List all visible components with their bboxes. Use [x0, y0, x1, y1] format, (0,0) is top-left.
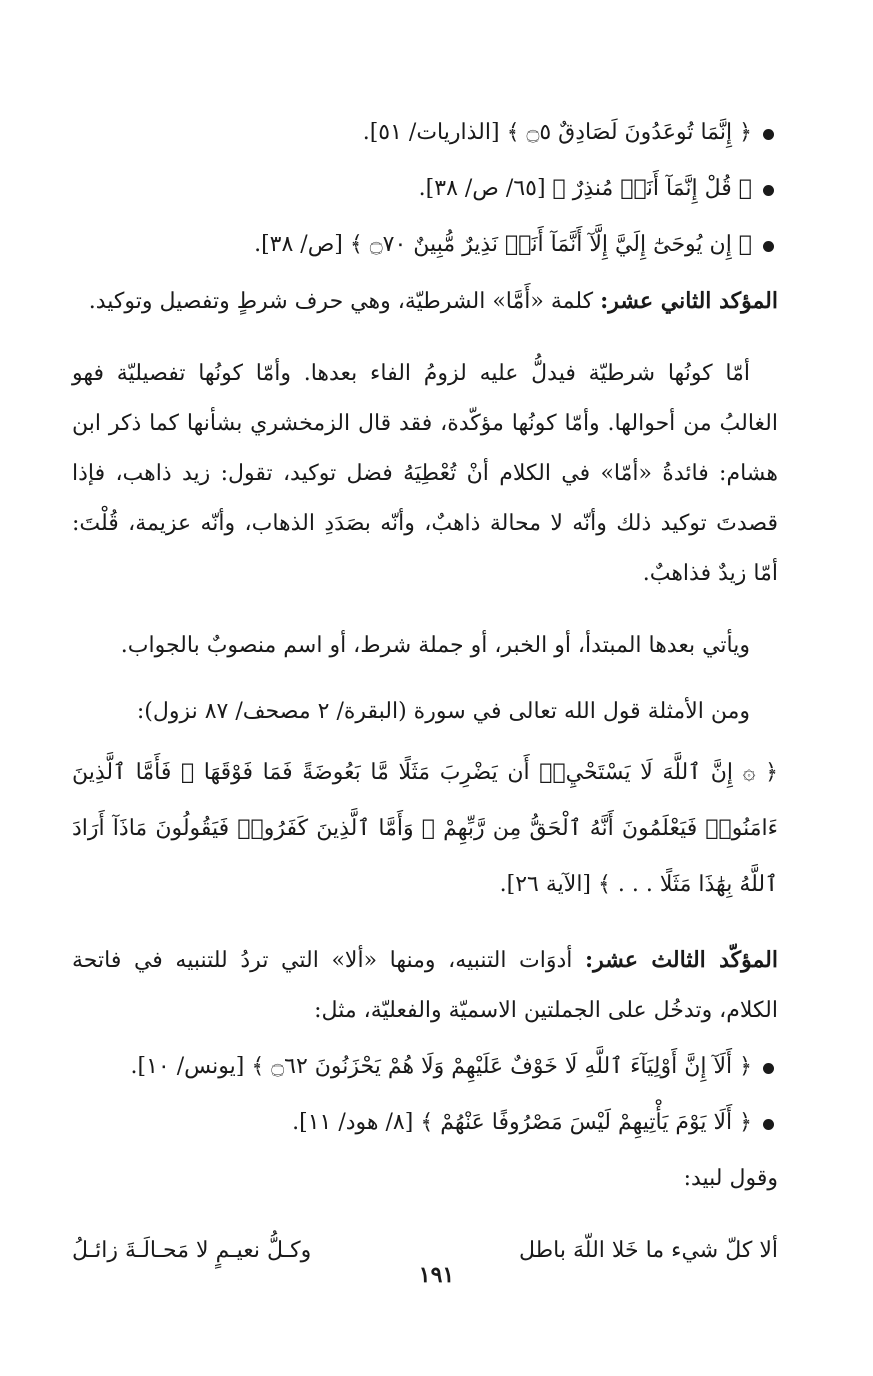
section-13-paragraph	[72, 935, 778, 1036]
bullet-icon	[763, 241, 774, 252]
list-item	[72, 220, 778, 276]
verse-reference: [الذاريات/ ٥١].	[362, 120, 500, 145]
list-item	[72, 1098, 778, 1154]
verse-reference: [٨/ هود/ ١١].	[292, 1110, 414, 1135]
verse-list-top	[72, 108, 778, 276]
quran-verse: ﴿ قُلْ إِنَّمَآ أَنَا۠ مُنذِرٌ ﴾	[552, 176, 752, 201]
amma-followers-paragraph: ويأتي بعدها المبتدأ، أو الخبر، أو جملة شرط، أو اسم منصوبٌ بالجواب.	[120, 633, 750, 658]
amma-paragraph: أمّا كونُها شرطيّة فيدلُّ عليه لزومُ الفاء بعدها. وأمّا كونُها تفصيليّة فهو الغالبُ من أحوالها. وأمّا كونُها مؤكّدة، فقد قال الزمخشري بشأنها كما ذكر ابن هشام: فائدةُ «أمّا» في الكلام أنْ تُعْطِيَهُ فضل توكيد، تقول: زيد ذاهب، فإذا قصدتَ توكيد ذلك وأنّه لا محالة ذاهبٌ، وأنّه بصَدَدِ الذهاب، وأنّه عزيمة، قُلْتَ: أمّا زيدٌ فذاهبٌ.	[72, 361, 778, 586]
list-item	[72, 1042, 778, 1098]
verse-reference: [يونس/ ١٠].	[130, 1054, 245, 1079]
page-number: ١٩١	[418, 1262, 455, 1288]
verse-reference: [الآية ٢٦].	[499, 872, 592, 897]
section-text: أدوَات التنبيه، ومنها «ألا» التي تردُ للتنبيه في فاتحة الكلام، وتدخُل على الجملتين الاسميّة والفعليّة، مثل:	[72, 948, 778, 1023]
list-item	[72, 164, 778, 220]
quran-verse: ﴿ أَلَآ إِنَّ أَوْلِيَآءَ ٱللَّهِ لَا خَوْفٌ عَلَيْهِمْ وَلَا هُمْ يَحْزَنُونَ ۝٦٢ ﴾	[251, 1054, 752, 1079]
list-item	[72, 108, 778, 164]
section-12-paragraph	[72, 276, 778, 327]
section-text: كلمة «أَمَّا» الشرطيّة، وهي حرف شرطٍ وتفصيل وتوكيد.	[88, 289, 594, 314]
verse-reference: [ص/ ٣٨].	[254, 232, 343, 257]
verse-list-bottom	[72, 1042, 778, 1154]
bullet-icon	[763, 1119, 774, 1130]
section-heading: المؤكّد الثالث عشر:	[585, 947, 778, 973]
quran-verse: ﴿ ۞ إِنَّ ٱللَّهَ لَا يَسْتَحْيِۦٓ أَن يَضْرِبَ مَثَلًا مَّا بَعُوضَةً فَمَا فَوْقَهَا ۚ فَأَمَّا ٱلَّذِينَ ءَامَنُوا۟ فَيَعْلَمُونَ أَنَّهُ ٱلْحَقُّ مِن رَّبِّهِمْ ۖ وَأَمَّا ٱلَّذِينَ كَفَرُوا۟ فَيَقُولُونَ مَاذَآ أَرَادَ ٱللَّهُ بِهَٰذَا مَثَلًا . . . ﴾	[72, 760, 778, 897]
quran-verse: ﴿ إِن يُوحَىٰٓ إِلَيَّ إِلَّآ أَنَّمَآ أَنَا۠ نَذِيرٌ مُّبِينٌ ۝٧٠ ﴾	[349, 232, 752, 257]
bullet-icon	[763, 185, 774, 196]
baqara-verse-block	[72, 745, 778, 913]
labid-intro: وقول لبيد:	[683, 1166, 778, 1191]
book-page	[72, 108, 778, 1358]
poem-second-hemistich: وكـلُّ نعيـمٍ لا مَحـالَـةَ زائـلُ	[72, 1238, 312, 1263]
verse-reference: [٦٥/ ص/ ٣٨].	[418, 176, 546, 201]
quran-verse: ﴿ إِنَّمَا تُوعَدُونَ لَصَادِقٌ ۝٥ ﴾	[506, 120, 752, 145]
quran-verse: ﴿ أَلَا يَوْمَ يَأْتِيهِمْ لَيْسَ مَصْرُوفًا عَنْهُمْ ﴾	[420, 1110, 752, 1135]
poem-first-hemistich: ألا كلّ شيء ما خَلا اللّهَ باطل	[519, 1238, 778, 1263]
bullet-icon	[763, 129, 774, 140]
examples-intro: ومن الأمثلة قول الله تعالى في سورة (البقرة/ ٢ مصحف/ ٨٧ نزول):	[136, 699, 750, 724]
section-heading: المؤكد الثاني عشر:	[600, 288, 778, 314]
bullet-icon	[763, 1063, 774, 1074]
